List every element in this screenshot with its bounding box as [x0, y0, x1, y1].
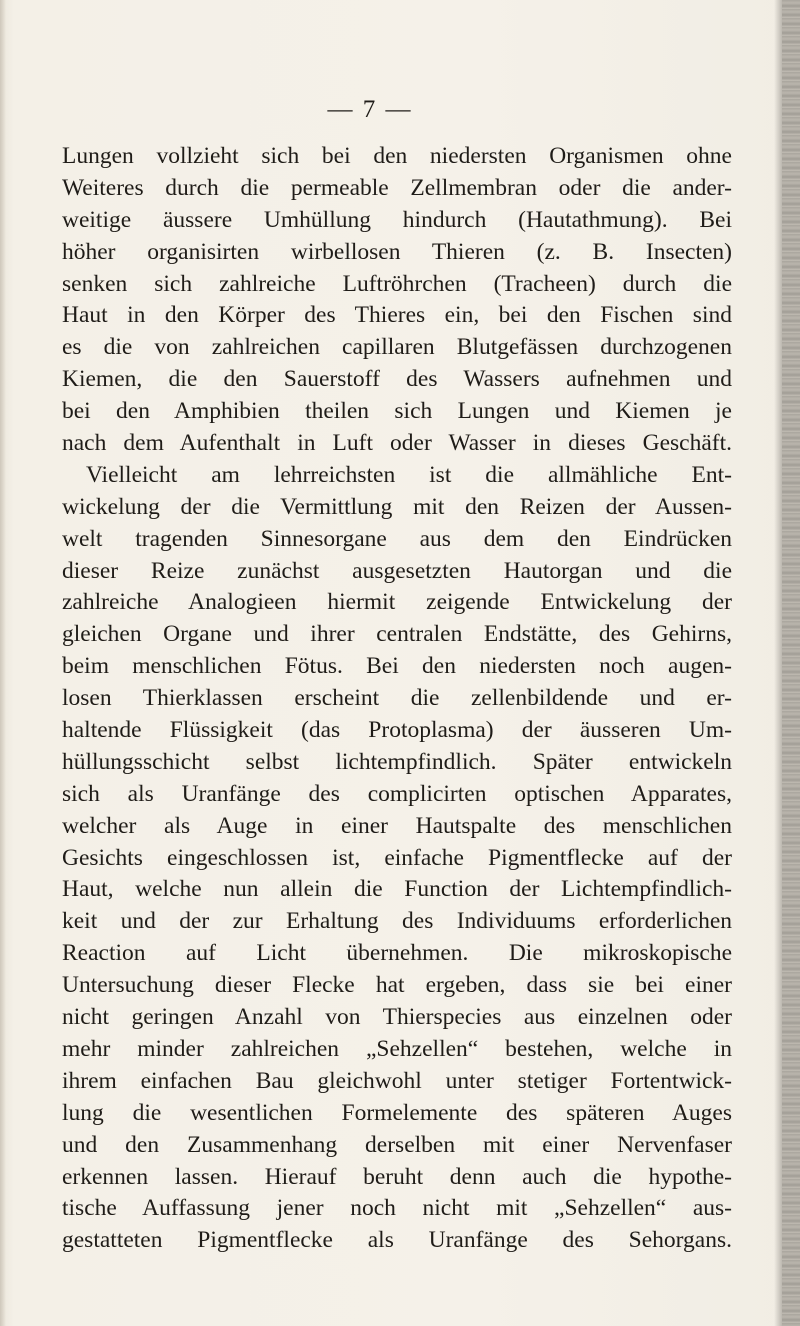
text-line-last: gestatteten Pigmentflecke als Uranfänge des Sehorgans. — [62, 1227, 732, 1254]
page-number: — 7 — — [327, 96, 413, 123]
text-line: wickelung der die Vermittlung mit den Reizen der Aussen- — [62, 493, 732, 520]
text-line: zahlreiche Analogieen hiermit zeigende Entwickelung der — [62, 589, 732, 616]
text-line: haltende Flüssigkeit (das Protoplasma) der äusseren Um- — [62, 717, 732, 744]
text-line: keit und der zur Erhaltung des Individuums erforderlichen — [62, 908, 732, 935]
text-line: Gesichts eingeschlossen ist, einfache Pigmentflecke auf der — [62, 844, 732, 871]
text-line: losen Thierklassen erscheint die zellenbildende und er- — [62, 685, 732, 712]
text-line: welt tragenden Sinnesorgane aus dem den Eindrücken — [62, 525, 732, 552]
text-line: Haut in den Körper des Thieres ein, bei den Fischen sind — [62, 302, 732, 329]
text-line: weitige äussere Umhüllung hindurch (Hautathmung). Bei — [62, 206, 732, 233]
text-line: erkennen lassen. Hierauf beruht denn auch die hypothe- — [62, 1163, 732, 1190]
text-line: sich als Uranfänge des complicirten optischen Apparates, — [62, 780, 732, 807]
text-line: Kiemen, die den Sauerstoff des Wassers aufnehmen und — [62, 366, 732, 393]
text-line: nicht geringen Anzahl von Thierspecies aus einzelnen oder — [62, 1004, 732, 1031]
body-text — [62, 141, 732, 1257]
text-line: welcher als Auge in einer Hautspalte des menschlichen — [62, 812, 732, 839]
text-line: mehr minder zahlreichen „Sehzellen“ bestehen, welche in — [62, 1035, 732, 1062]
text-line: dieser Reize zunächst ausgesetzten Hautorgan und die — [62, 557, 732, 584]
page-gutter-shadow — [774, 0, 782, 1326]
text-line: Reaction auf Licht übernehmen. Die mikroskopische — [62, 940, 732, 967]
text-line: Untersuchung dieser Flecke hat ergeben, dass sie bei einer — [62, 972, 732, 999]
text-line: lung die wesentlichen Formelemente des späteren Auges — [62, 1099, 732, 1126]
page-left-shadow — [0, 0, 6, 1326]
text-line: Lungen vollzieht sich bei den niedersten Organismen ohne — [62, 143, 732, 169]
text-line: Weiteres durch die permeable Zellmembran oder die ander- — [62, 174, 732, 201]
text-line: ihrem einfachen Bau gleichwohl unter stetiger Fortentwick- — [62, 1067, 732, 1094]
text-line: senken sich zahlreiche Luftröhrchen (Tracheen) durch die — [62, 270, 732, 297]
text-line: hüllungsschicht selbst lichtempfindlich. Später entwickeln — [62, 748, 732, 775]
text-line: höher organisirten wirbellosen Thieren (z. B. Insecten) — [62, 238, 732, 265]
paragraph-start-line: Vielleicht am lehrreichsten ist die allmähliche Ent- — [86, 461, 732, 488]
text-line: und den Zusammenhang derselben mit einer Nervenfaser — [62, 1131, 732, 1158]
text-line: tische Auffassung jener noch nicht mit „Sehzellen“ aus- — [62, 1195, 732, 1222]
text-line: nach dem Aufenthalt in Luft oder Wasser in dieses Geschäft. — [62, 430, 732, 457]
text-line: bei den Amphibien theilen sich Lungen und Kiemen je — [62, 398, 732, 425]
text-line: Haut, welche nun allein die Function der Lichtempfindlich- — [62, 876, 732, 903]
text-line: es die von zahlreichen capillaren Blutgefässen durchzogenen — [62, 334, 732, 361]
book-spine-edge — [782, 0, 800, 1326]
text-line: beim menschlichen Fötus. Bei den niedersten noch augen- — [62, 653, 732, 680]
text-line: gleichen Organe und ihrer centralen Endstätte, des Gehirns, — [62, 621, 732, 648]
